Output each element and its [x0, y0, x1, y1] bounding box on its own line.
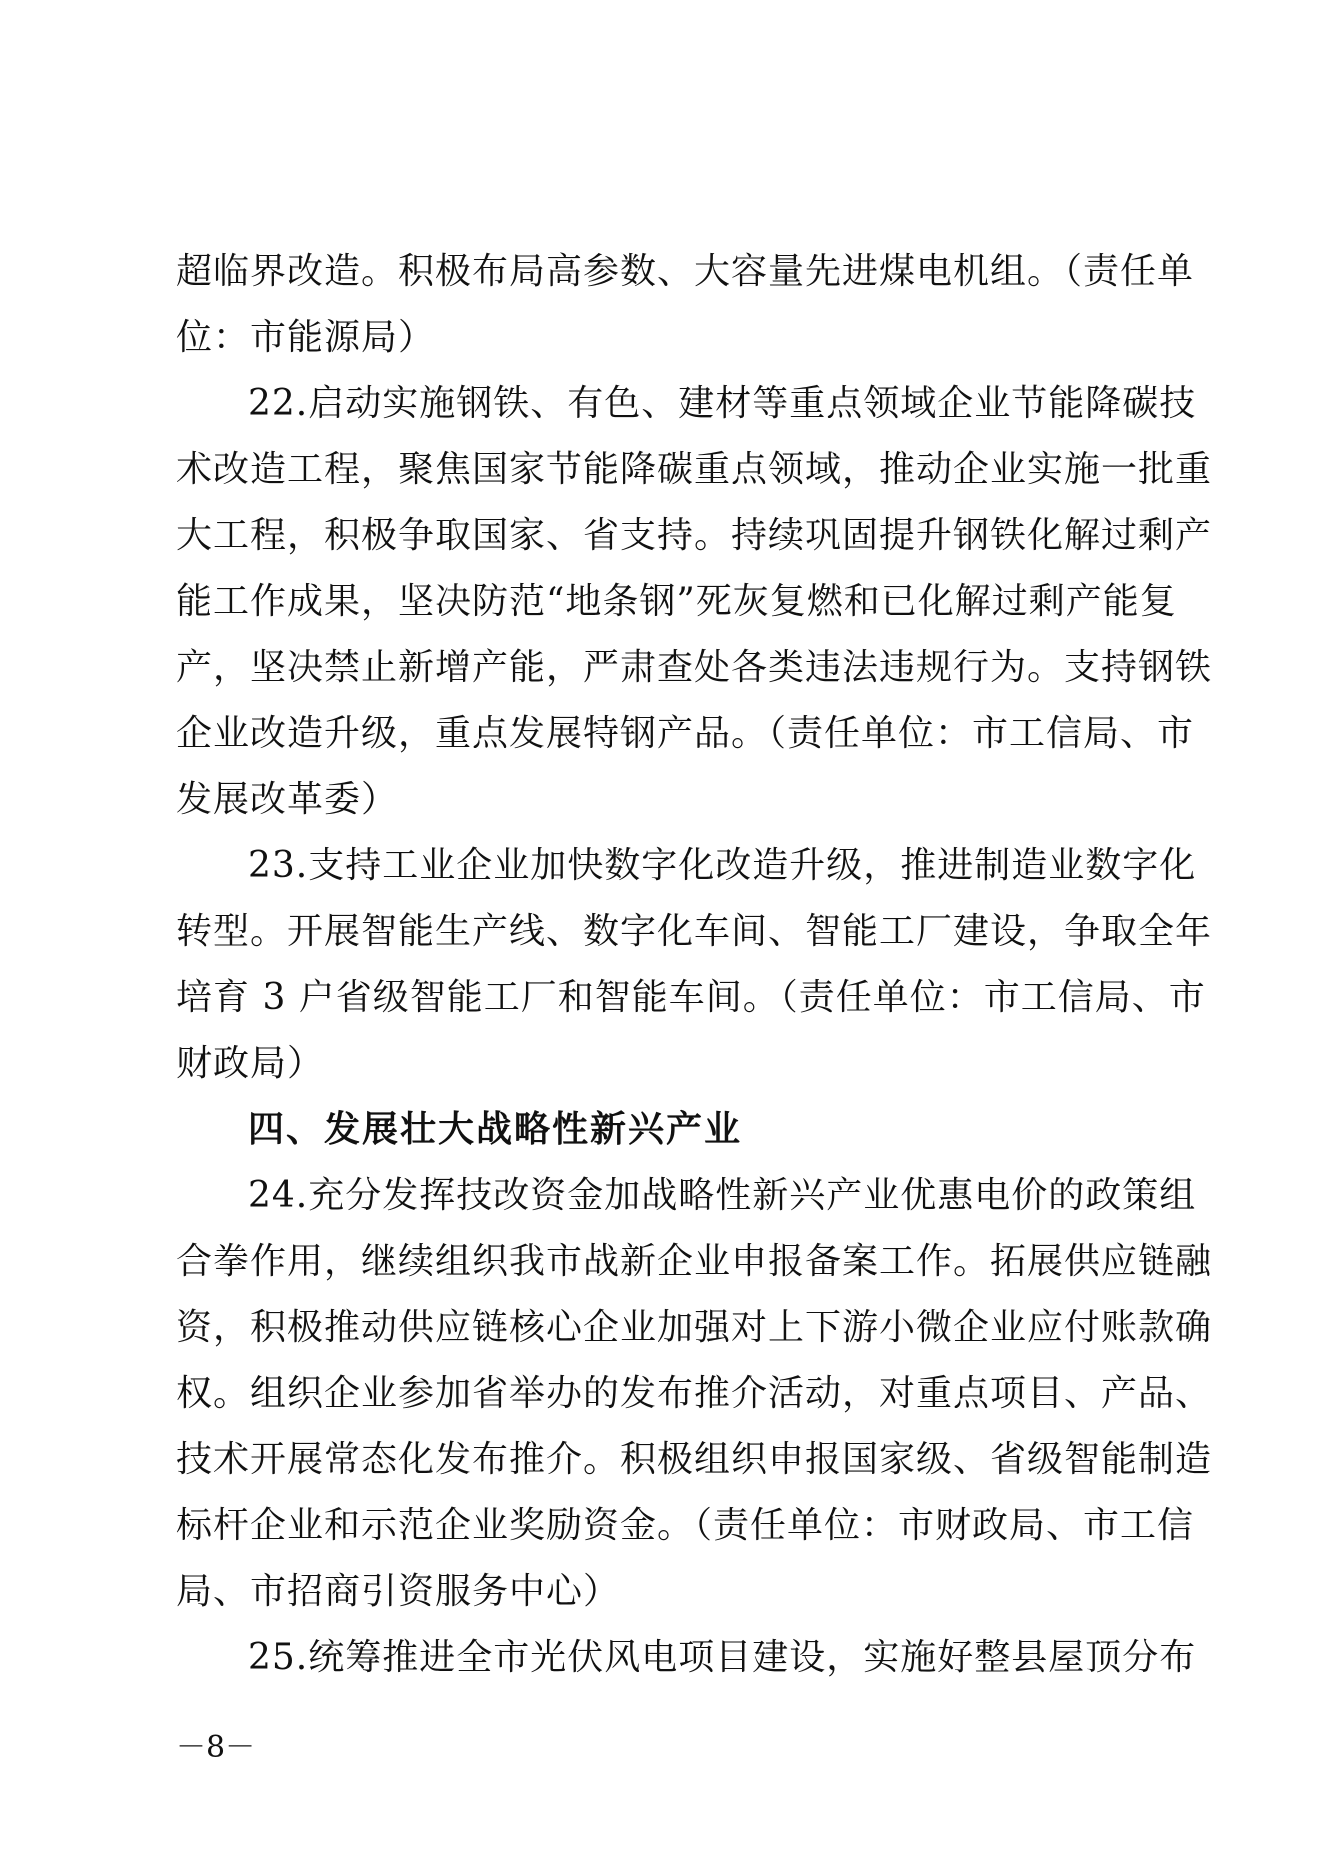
text-line: 超临界改造。积极布局高参数、大容量先进煤电机组。（责任单	[176, 251, 1195, 292]
text-line: 转型。开展智能生产线、数字化车间、智能工厂建设，争取全年	[176, 911, 1213, 952]
text-line: 局、市招商引资服务中心）	[176, 1571, 621, 1612]
section-heading: 四、发展壮大战略性新兴产业	[248, 1109, 743, 1150]
text-line: 能工作成果，坚决防范“地条钢”死灰复燃和已化解过剩产能复	[176, 581, 1177, 622]
text-line: 发展改革委）	[176, 779, 399, 820]
text-line: 资，积极推动供应链核心企业加强对上下游小微企业应付账款确	[176, 1307, 1213, 1348]
text-line: 培育 3 户省级智能工厂和智能车间。（责任单位：市工信局、市	[176, 977, 1206, 1018]
paragraph-23-start: 23.支持工业企业加快数字化改造升级，推进制造业数字化	[248, 845, 1197, 886]
text-line: 财政局）	[176, 1043, 325, 1084]
page-number: －8－	[176, 1730, 256, 1765]
text-line: 大工程，积极争取国家、省支持。持续巩固提升钢铁化解过剩产	[176, 515, 1213, 556]
text-line: 标杆企业和示范企业奖励资金。（责任单位：市财政局、市工信	[176, 1505, 1195, 1546]
paragraph-22-start: 22.启动实施钢铁、有色、建材等重点领域企业节能降碳技	[248, 383, 1197, 424]
paragraph-24-start: 24.充分发挥技改资金加战略性新兴产业优惠电价的政策组	[248, 1175, 1197, 1216]
text-line: 位：市能源局）	[176, 317, 436, 358]
text-line: 合拳作用，继续组织我市战新企业申报备案工作。拓展供应链融	[176, 1241, 1213, 1282]
text-line: 技术开展常态化发布推介。积极组织申报国家级、省级智能制造	[176, 1439, 1213, 1480]
text-line: 术改造工程，聚焦国家节能降碳重点领域，推动企业实施一批重	[176, 449, 1213, 490]
text-line: 权。组织企业参加省举办的发布推介活动，对重点项目、产品、	[176, 1373, 1213, 1414]
paragraph-25-start: 25.统筹推进全市光伏风电项目建设，实施好整县屋顶分布	[248, 1637, 1197, 1678]
text-line: 产，坚决禁止新增产能，严肃查处各类违法违规行为。支持钢铁	[176, 647, 1213, 688]
text-line: 企业改造升级，重点发展特钢产品。（责任单位：市工信局、市	[176, 713, 1195, 754]
